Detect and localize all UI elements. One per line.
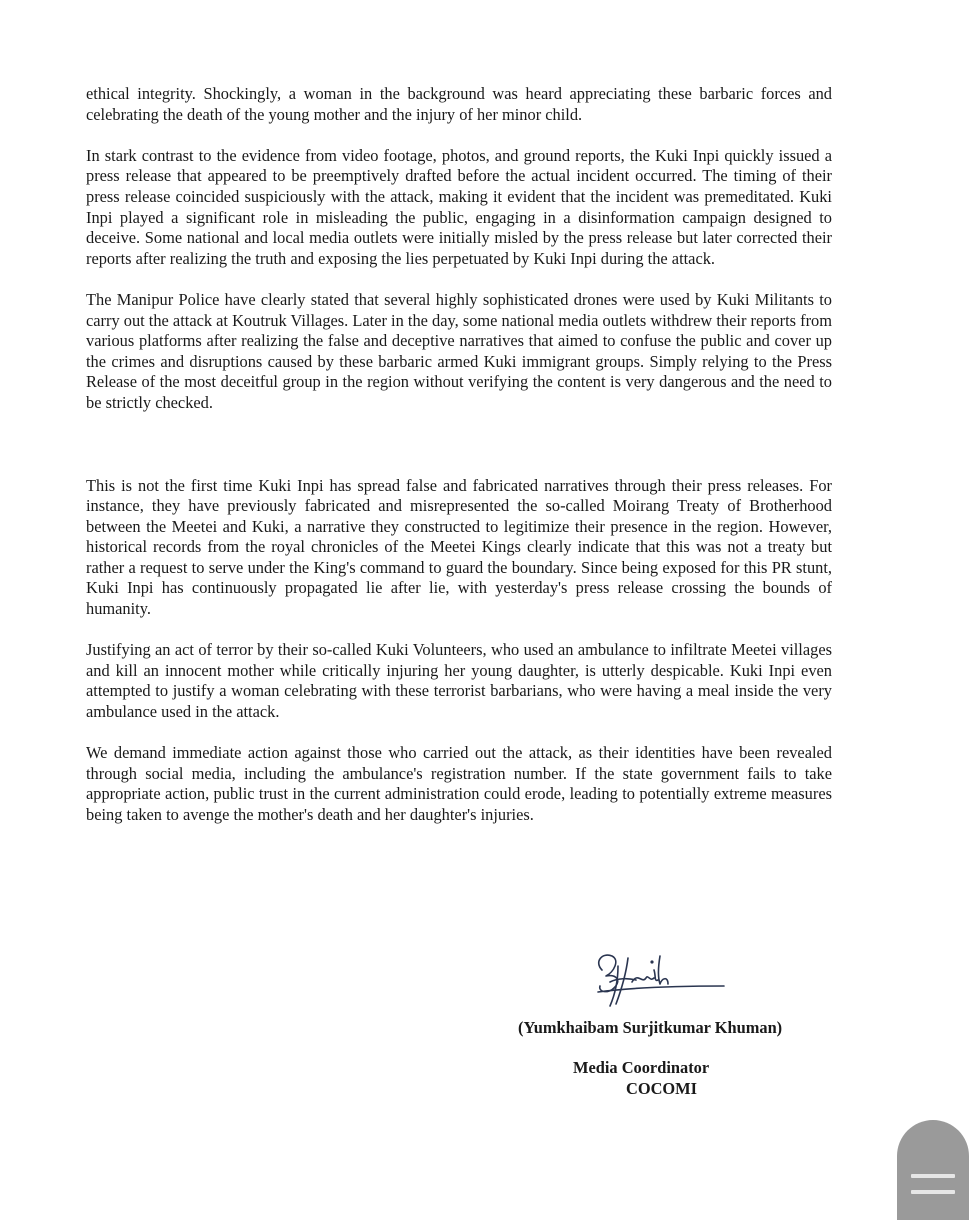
paragraph-2: In stark contrast to the evidence from video footage, photos, and ground reports, the Kuki Inpi quickly issued a press release that appeared to be preemptively drafted before the actual incident occurred. The timing of their press release coincided suspiciously with the attack, making it evident that the incident was premeditated. Kuki Inpi played a significant role in misleading the public, engaging in a disinformation campaign designed to deceive. Some national and local media outlets were initially misled by the press release but later corrected their reports after realizing the truth and exposing the lies perpetuated by Kuki Inpi during the attack. xyxy=(86,145,832,268)
paragraph-3: The Manipur Police have clearly stated that several highly sophisticated drones were used by Kuki Militants to carry out the attack at Koutruk Villages. Later in the day, some national media outlets withdrew their reports from various platforms after realizing the false and deceptive narratives that aimed to confuse the public and cover up the crimes and disruptions caused by these barbaric armed Kuki immigrant groups. Simply relying to the Press Release of the most deceitful group in the region without verifying the content is very dangerous and the need to be strictly checked. xyxy=(86,289,832,412)
paragraph-5: Justifying an act of terror by their so-called Kuki Volunteers, who used an ambulance to infiltrate Meetei villages and kill an innocent mother while critically injuring her young daughter, is utterly despicable. Kuki Inpi even attempted to justify a woman celebrating with these terrorist barbarians, who were having a meal inside the very ambulance used in the attack. xyxy=(86,640,832,722)
signatory-organization: COCOMI xyxy=(626,1079,698,1098)
signatory-name: (Yumkhaibam Surjitkumar Khuman) xyxy=(518,1018,783,1037)
menu-line xyxy=(911,1190,955,1194)
paragraph-4: This is not the first time Kuki Inpi has spread false and fabricated narratives through their press releases. For instance, they have previously fabricated and misrepresented the so-called Moirang Treaty of Brotherhood between the Meetei and Kuki, a narrative they constructed to legitimize their presence in the region. However, historical records from the royal chronicles of the Meetei Kings clearly indicate that this was not a treaty but rather a request to serve under the King's command to guard the boundary. Since being exposed for this PR stunt, Kuki Inpi has continuously propagated lie after lie, with yesterday's press release crossing the bounds of humanity. xyxy=(86,475,832,619)
paragraph-1: ethical integrity. Shockingly, a woman in the background was heard appreciating these barbaric forces and celebrating the death of the young mother and the injury of her minor child. xyxy=(86,84,832,124)
signatory-title: Media Coordinator xyxy=(573,1058,710,1077)
handwritten-signature xyxy=(588,948,728,1010)
paragraph-6: We demand immediate action against those who carried out the attack, as their identities have been revealed through social media, including the ambulance's registration number. If the state government fails to take appropriate action, public trust in the current administration could erode, leading to potentially extreme measures being taken to avenge the mother's death and her daughter's injuries. xyxy=(86,743,832,824)
floating-menu-button[interactable] xyxy=(897,1120,969,1220)
document-body xyxy=(86,84,832,846)
menu-line xyxy=(911,1174,955,1178)
